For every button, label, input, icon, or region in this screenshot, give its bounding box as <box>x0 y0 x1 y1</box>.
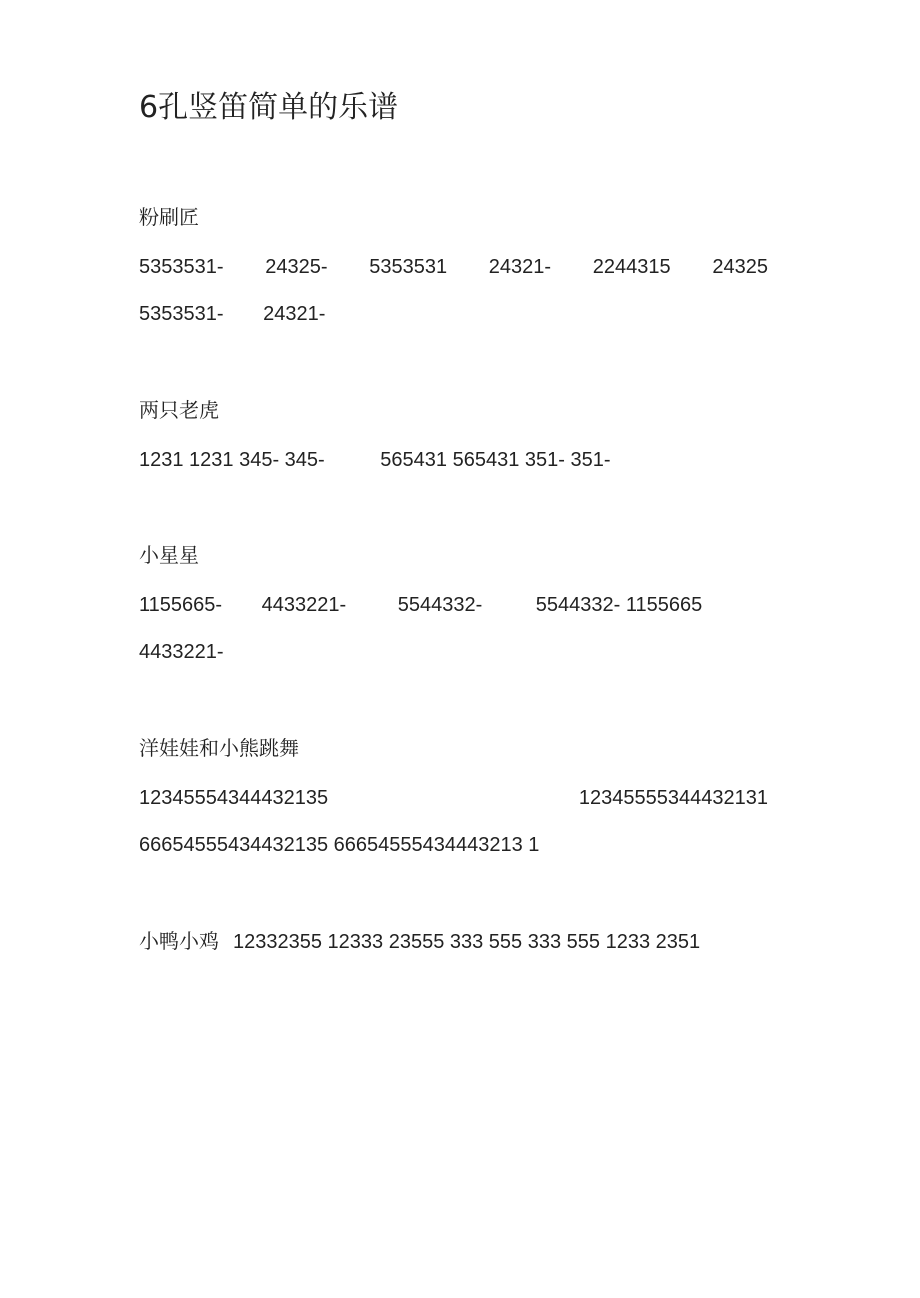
notes-phrase: 5544332- <box>397 594 483 616</box>
notes-phrase: 4433221- <box>139 641 224 663</box>
song-title-xiaoxingxing: 小星星 <box>139 543 199 567</box>
notes-line <box>139 252 768 282</box>
notes-phrase: 1155665- <box>139 594 223 616</box>
song-title-yangwawa: 洋娃娃和小熊跳舞 <box>139 736 299 760</box>
notes-phrase: 24321- <box>263 303 326 325</box>
notes-line <box>139 299 325 329</box>
notes-phrase: 24321- <box>488 256 552 278</box>
notes-phrase: 4433221- <box>261 594 347 616</box>
notes-phrase: 5353531- <box>139 303 224 325</box>
notes-phrase: 565431 565431 351- 351- <box>380 449 611 471</box>
notes-line-xiaoyaxiaoji <box>139 926 700 957</box>
notes-phrase: 5544332- 1155665 <box>535 594 703 616</box>
notes-phrase: 66654555434432135 66654555434443213 1 <box>139 834 540 856</box>
notes-phrase: 24325- <box>265 256 328 278</box>
notes-phrase: 12345554344432135 <box>139 787 329 809</box>
notes-phrase: 2244315 <box>592 256 671 278</box>
document-title: 6孔竖笛简单的乐谱 <box>139 90 399 125</box>
notes-phrase: 12345555344432131 <box>578 787 768 809</box>
notes-phrase: 1231 1231 345- 345- <box>139 449 325 471</box>
notes-phrase: 5353531- <box>139 256 224 278</box>
notes-line <box>139 783 768 813</box>
notes-line <box>139 830 539 860</box>
song-title-fenshuajiang: 粉刷匠 <box>139 205 199 229</box>
notes-line <box>139 445 611 475</box>
notes-phrase: 12332355 12333 23555 333 555 333 555 1233 2351 <box>233 931 701 953</box>
notes-line <box>139 590 702 620</box>
notes-phrase: 5353531 <box>369 256 448 278</box>
song-title-liangzhilaohu: 两只老虎 <box>139 398 219 422</box>
notes-line <box>139 637 224 667</box>
notes-phrase: 24325 <box>712 256 768 278</box>
song-title-xiaoyaxiaoji: 小鸭小鸡 <box>139 929 219 953</box>
